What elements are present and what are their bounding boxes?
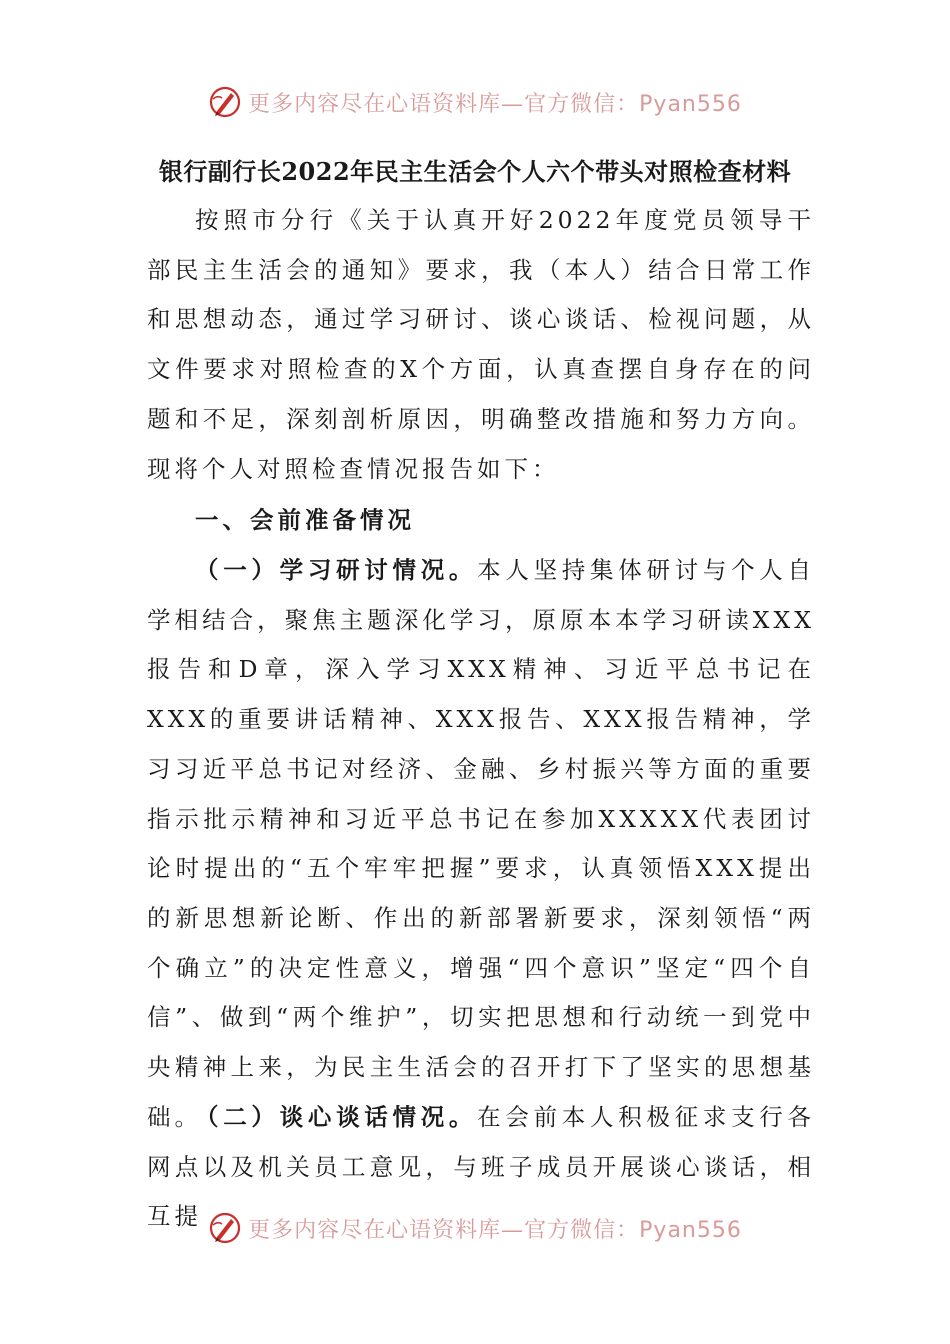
document-title: 银行副行长2022年民主生活会个人六个带头对照检查材料 <box>158 157 792 186</box>
paragraph-lead: （二）谈心谈话情况。 <box>195 1103 478 1131</box>
pen-logo-icon <box>208 1211 242 1245</box>
pen-logo-icon <box>208 85 242 119</box>
paragraph-lead: （一）学习研讨情况。 <box>195 556 478 584</box>
watermark-footer <box>0 1208 950 1248</box>
watermark-text: 更多内容尽在心语资料库—官方微信：Pyan556 <box>248 91 742 117</box>
watermark-header <box>0 82 950 122</box>
paragraph-body: 本人坚持集体研讨与个人自学相结合，聚焦主题深化学习，原原本本学习研读XXX报告和D章，深入学习XXX精神、习近平总书记在XXX的重要讲话精神、XXX报告、XXX报告精神，学习习近平总书记对经济、金融、乡村振兴等方面的重要指示批示精神和习近平总书记在参加XXXXX代表团讨论时提出的“五个牢牢把握”要求，认真领悟XXX提出的新思想新论断、作出的新部署新要求，深刻领悟“两个确立”的决定性意义，增强“四个意识”坚定“四个自信”、做到“两个维护”，切实把思想和行动统一到党中央精神上来，为民主生活会的召开打下了坚实的思想基础。 <box>147 556 816 1131</box>
watermark-text: 更多内容尽在心语资料库—官方微信：Pyan556 <box>248 1217 742 1243</box>
intro-paragraph: 按照市分行《关于认真开好2022年度党员领导干部民主生活会的通知》要求，我（本人）结合日常工作和思想动态，通过学习研讨、谈心谈话、检视问题，从文件要求对照检查的X个方面，认真查摆自身存在的问题和不足，深刻剖析原因，明确整改措施和努力方向。现将个人对照检查情况报告如下： <box>147 206 815 483</box>
paragraph-body: 在会前本人积极征求支行各网点以及机关员工意见，与班子成员开展谈心谈话，相互提 <box>147 1103 816 1231</box>
study-discussion-paragraph <box>147 546 815 1142</box>
section-heading: 一、会前准备情况 <box>195 506 415 534</box>
